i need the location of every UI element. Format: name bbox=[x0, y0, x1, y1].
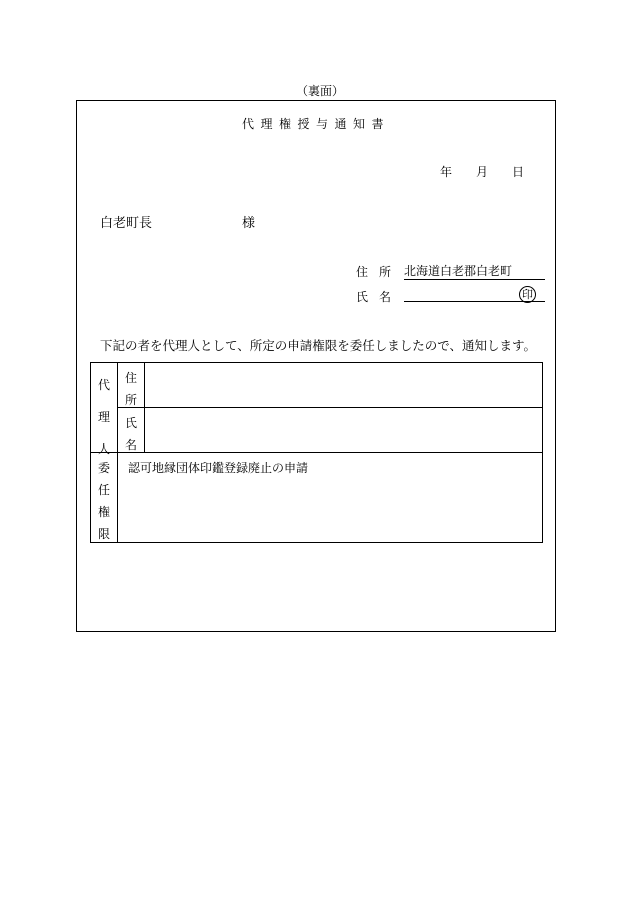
addressee-honorific: 様 bbox=[242, 216, 256, 231]
agent-label: 代理人 bbox=[98, 378, 111, 456]
notifier-address-label: 住所 bbox=[356, 265, 403, 279]
agent-name-label: 氏名 bbox=[125, 416, 138, 452]
date-month: 月 bbox=[476, 165, 489, 179]
table-border-bottom bbox=[90, 542, 543, 543]
table-divider-row bbox=[90, 452, 543, 453]
table-border-top bbox=[90, 362, 543, 363]
addressee-name: 白老町長 bbox=[100, 216, 153, 231]
date-year: 年 bbox=[440, 165, 453, 179]
seal-mark bbox=[519, 286, 536, 303]
page-label: （裏面） bbox=[296, 84, 345, 98]
document-title: 代理権授与通知書 bbox=[242, 117, 391, 131]
notifier-address-value: 北海道白老郡白老町 bbox=[404, 264, 513, 278]
notifier-name-label: 氏名 bbox=[356, 290, 403, 304]
authority-value: 認可地縁団体印鑑登録廃止の申請 bbox=[128, 461, 309, 475]
seal-label: 印 bbox=[522, 288, 533, 301]
address-underline bbox=[404, 279, 545, 280]
authority-label: 委任権限 bbox=[98, 461, 111, 541]
table-divider-inner-row bbox=[117, 407, 543, 408]
delegation-statement: 下記の者を代理人として、所定の申請権限を委任しましたので、通知します。 bbox=[100, 338, 537, 353]
agent-address-label: 住所 bbox=[125, 371, 138, 407]
date-day: 日 bbox=[512, 165, 525, 179]
form-frame bbox=[76, 100, 556, 632]
